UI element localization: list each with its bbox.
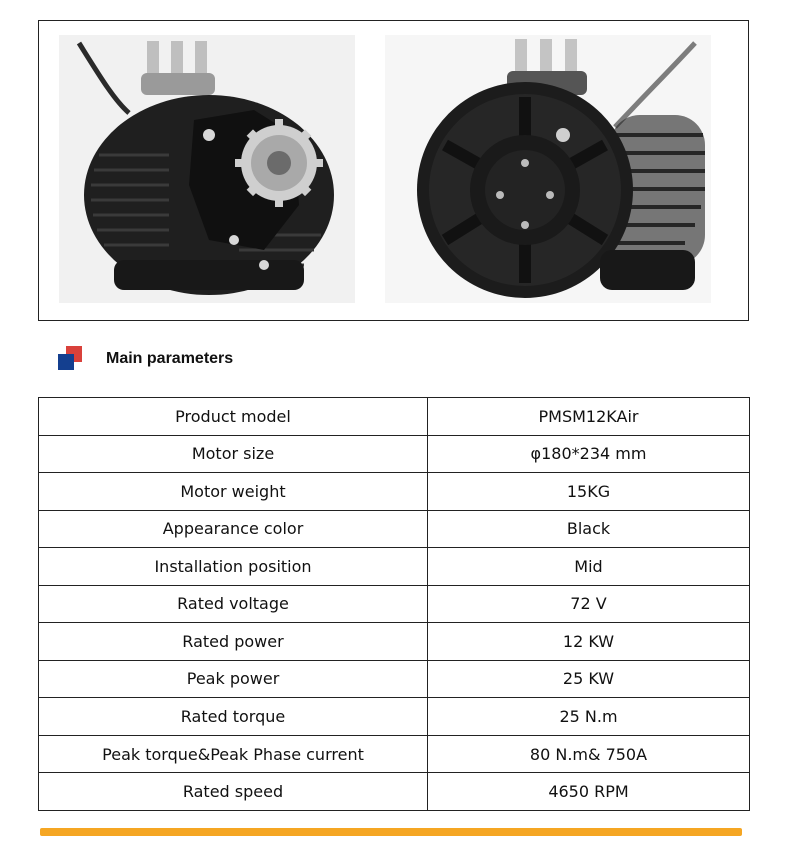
- param-value: Mid: [428, 548, 750, 586]
- param-value: Black: [428, 510, 750, 548]
- param-label: Installation position: [39, 548, 428, 586]
- param-label: Motor weight: [39, 473, 428, 511]
- motor-front-illustration: [59, 35, 355, 303]
- motor-front-image: [59, 35, 355, 303]
- param-label: Rated speed: [39, 773, 428, 811]
- section-blue-square-icon: [58, 354, 74, 370]
- motor-rear-illustration: [385, 35, 711, 303]
- table-row: [39, 548, 750, 586]
- param-value: φ180*234 mm: [428, 435, 750, 473]
- param-value: PMSM12KAir: [428, 398, 750, 436]
- param-label: Peak power: [39, 660, 428, 698]
- param-label: Rated power: [39, 623, 428, 661]
- table-row: [39, 735, 750, 773]
- section-header: [58, 346, 458, 376]
- param-label: Rated voltage: [39, 585, 428, 623]
- footer-accent-bar: [40, 828, 742, 836]
- param-value: 15KG: [428, 473, 750, 511]
- table-row: [39, 585, 750, 623]
- param-label: Peak torque&Peak Phase current: [39, 735, 428, 773]
- param-value: 4650 RPM: [428, 773, 750, 811]
- param-value: 25 KW: [428, 660, 750, 698]
- param-label: Appearance color: [39, 510, 428, 548]
- param-value: 25 N.m: [428, 698, 750, 736]
- table-row: [39, 510, 750, 548]
- table-row: [39, 698, 750, 736]
- table-row: [39, 473, 750, 511]
- section-title: Main parameters: [106, 350, 234, 367]
- table-row: [39, 623, 750, 661]
- param-label: Product model: [39, 398, 428, 436]
- param-label: Rated torque: [39, 698, 428, 736]
- table-row: [39, 660, 750, 698]
- param-label: Motor size: [39, 435, 428, 473]
- table-row: [39, 398, 750, 436]
- param-value: 12 KW: [428, 623, 750, 661]
- parameters-table: [38, 397, 750, 811]
- param-value: 72 V: [428, 585, 750, 623]
- table-row: [39, 435, 750, 473]
- product-photo-frame: [38, 20, 749, 321]
- param-value: 80 N.m& 750A: [428, 735, 750, 773]
- motor-rear-image: [385, 35, 711, 303]
- table-row: [39, 773, 750, 811]
